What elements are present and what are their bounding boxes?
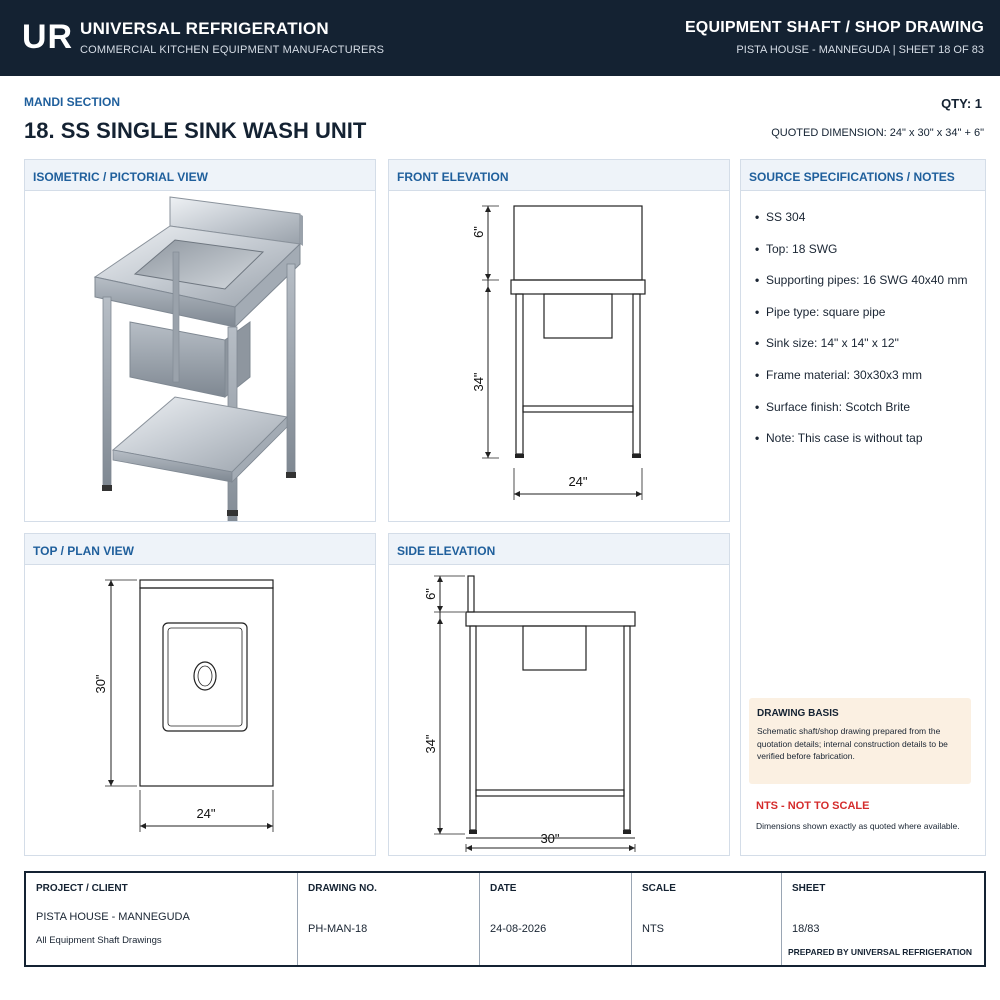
spec-item: • Supporting pipes: 16 SWG 40x40 mm	[755, 273, 968, 288]
isometric-sink-illustration	[25, 192, 375, 521]
drawing-basis-title: DRAWING BASIS	[757, 708, 839, 719]
plan-view-drawing	[25, 566, 375, 855]
tb-project-sub: All Equipment Shaft Drawings	[36, 935, 162, 946]
item-title: 18. SS SINGLE SINK WASH UNIT	[24, 118, 367, 143]
nts-text: Dimensions shown exactly as quoted where available.	[756, 821, 960, 831]
spec-list	[755, 210, 967, 463]
spec-item: • Top: 18 SWG	[755, 241, 838, 256]
plan-view-panel	[24, 533, 376, 856]
tb-scale-label: SCALE	[642, 883, 676, 894]
document-subtitle: PISTA HOUSE - MANNEGUDA | SHEET 18 OF 83	[736, 44, 984, 56]
front-dim-34-label: 34"	[471, 372, 486, 392]
nts-title: NTS - NOT TO SCALE	[756, 800, 870, 812]
front-elevation-panel	[388, 159, 730, 522]
side-dim-6-label: 6"	[423, 588, 438, 600]
quoted-dimension: QUOTED DIMENSION: 24" x 30" x 34" + 6"	[771, 127, 984, 139]
notes-panel	[740, 159, 986, 856]
plan-dim-24-label: 24"	[196, 806, 216, 821]
plan-view-title: TOP / PLAN VIEW	[25, 534, 375, 565]
isometric-panel	[24, 159, 376, 522]
company-tagline: COMMERCIAL KITCHEN EQUIPMENT MANUFACTURERS	[80, 44, 385, 56]
tb-project-label: PROJECT / CLIENT	[36, 883, 128, 894]
spec-item: • SS 304	[755, 210, 806, 224]
tb-drawing-value: PH-MAN-18	[308, 923, 368, 935]
tb-sheet-cell	[782, 873, 984, 965]
title-block	[24, 871, 986, 967]
isometric-panel-title: ISOMETRIC / PICTORIAL VIEW	[25, 160, 375, 191]
drawing-basis-box	[749, 698, 971, 784]
tb-date-label: DATE	[490, 883, 517, 894]
side-dim-34-label: 34"	[423, 734, 438, 754]
front-elevation-drawing	[389, 192, 729, 521]
side-dim-30-label: 30"	[540, 831, 560, 846]
notes-panel-title: SOURCE SPECIFICATIONS / NOTES	[741, 160, 985, 191]
tb-date-cell	[480, 873, 632, 965]
side-elevation-drawing	[389, 566, 729, 855]
quantity-label: QTY: 1	[941, 96, 982, 111]
tb-sheet-value: 18/83	[792, 923, 820, 935]
tb-project-cell	[26, 873, 298, 965]
spec-item: • Note: This case is without tap	[755, 431, 923, 446]
spec-item: • Pipe type: square pipe	[755, 304, 886, 319]
spec-item: • Sink size: 14" x 14" x 12"	[755, 336, 899, 351]
side-elevation-panel	[388, 533, 730, 856]
page-header	[0, 0, 1000, 76]
spec-item: • Surface finish: Scotch Brite	[755, 399, 911, 414]
company-name: UNIVERSAL REFRIGERATION	[80, 19, 330, 38]
tb-prepared-by: PREPARED BY UNIVERSAL REFRIGERATION	[787, 947, 972, 957]
tb-scale-cell	[632, 873, 782, 965]
tb-date-value: 24-08-2026	[490, 923, 547, 935]
company-logo: UR	[22, 18, 74, 56]
section-label: MANDI SECTION	[24, 95, 120, 109]
document-type: EQUIPMENT SHAFT / SHOP DRAWING	[684, 19, 984, 36]
front-dim-6-label: 6"	[471, 226, 486, 238]
plan-dim-30-label: 30"	[93, 674, 108, 694]
front-dim-24-label: 24"	[568, 474, 588, 489]
front-elevation-title: FRONT ELEVATION	[389, 160, 729, 191]
side-elevation-title: SIDE ELEVATION	[389, 534, 729, 565]
spec-item: • Frame material: 30x30x3 mm	[755, 367, 923, 382]
tb-scale-value: NTS	[642, 923, 664, 935]
tb-project-value: PISTA HOUSE - MANNEGUDA	[36, 911, 190, 923]
drawing-basis-text: Schematic shaft/shop drawing prepared from the quotation details; internal construction details to be verified before fabrication.	[757, 726, 948, 761]
tb-drawing-label: DRAWING NO.	[308, 883, 377, 894]
tb-sheet-label: SHEET	[792, 883, 826, 894]
tb-drawing-cell	[298, 873, 480, 965]
